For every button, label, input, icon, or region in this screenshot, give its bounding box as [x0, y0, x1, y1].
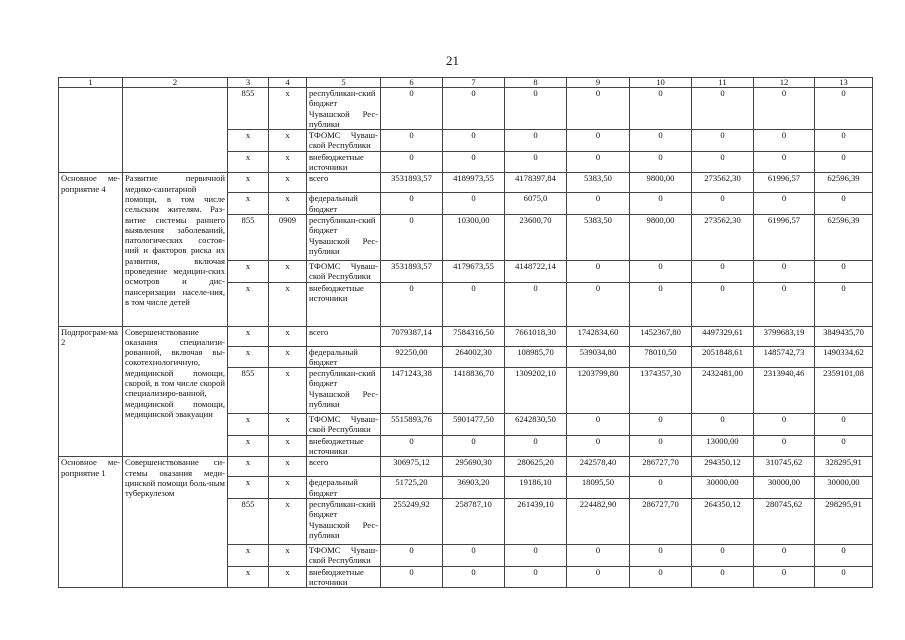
- year-amount: 5383,50: [567, 214, 630, 260]
- year-amount: 4148722,14: [505, 260, 567, 282]
- year-amount: 0: [754, 151, 815, 173]
- year-amount: 0: [567, 88, 630, 130]
- responsible-executor-code: х: [228, 566, 269, 588]
- section-code: х: [269, 457, 307, 477]
- year-amount: 1309202,10: [505, 368, 567, 414]
- responsible-executor-code: х: [228, 414, 269, 436]
- section-code: х: [269, 173, 307, 193]
- responsible-executor-code: х: [228, 346, 269, 368]
- table-row: [59, 88, 873, 130]
- year-amount: 0: [381, 214, 443, 260]
- year-amount: 0: [630, 544, 692, 566]
- year-amount: 13000,00: [692, 435, 754, 457]
- responsible-executor-code: х: [228, 193, 269, 215]
- year-amount: 0: [815, 414, 873, 436]
- year-amount: 0: [630, 260, 692, 282]
- year-amount: 0: [630, 193, 692, 215]
- section-code: х: [269, 368, 307, 414]
- year-amount: 3799683,19: [754, 326, 815, 346]
- year-amount: 30000,00: [692, 477, 754, 499]
- year-amount: 0: [754, 414, 815, 436]
- year-amount: 0: [630, 435, 692, 457]
- year-amount: 0: [692, 130, 754, 152]
- table-row: [59, 326, 873, 346]
- year-amount: 286727,70: [630, 457, 692, 477]
- responsible-executor-code: х: [228, 326, 269, 346]
- year-amount: 0: [567, 260, 630, 282]
- funding-source: ТФОМС Чуваш-ской Республики: [307, 414, 381, 436]
- year-amount: 3531893,57: [381, 173, 443, 193]
- column-header: 4: [269, 78, 307, 88]
- year-amount: 0: [505, 282, 567, 326]
- year-amount: 5383,50: [567, 173, 630, 193]
- responsible-executor-code: 855: [228, 88, 269, 130]
- year-amount: 0: [815, 130, 873, 152]
- year-amount: 0: [692, 414, 754, 436]
- column-header: 3: [228, 78, 269, 88]
- year-amount: 0: [815, 193, 873, 215]
- year-amount: 264002,30: [443, 346, 505, 368]
- responsible-executor-code: 855: [228, 214, 269, 260]
- year-amount: 0: [567, 544, 630, 566]
- year-amount: 7661018,30: [505, 326, 567, 346]
- year-amount: 2051848,61: [692, 346, 754, 368]
- year-amount: 0: [505, 151, 567, 173]
- year-amount: 0: [505, 130, 567, 152]
- year-amount: 36903,20: [443, 477, 505, 499]
- year-amount: 0: [692, 151, 754, 173]
- year-amount: 0: [443, 130, 505, 152]
- responsible-executor-code: х: [228, 173, 269, 193]
- year-amount: 7584316,50: [443, 326, 505, 346]
- page-number: 21: [446, 53, 459, 68]
- year-amount: 7079387,14: [381, 326, 443, 346]
- responsible-executor-code: 855: [228, 368, 269, 414]
- year-amount: 280625,20: [505, 457, 567, 477]
- year-amount: 0: [443, 435, 505, 457]
- year-amount: 18095,50: [567, 477, 630, 499]
- year-amount: 298295,91: [815, 498, 873, 544]
- year-amount: 0: [754, 566, 815, 588]
- funding-source: республикан-ский бюджет Чувашской Рес-публики: [307, 368, 381, 414]
- column-header: 5: [307, 78, 381, 88]
- year-amount: 0: [754, 260, 815, 282]
- year-amount: 5515893,76: [381, 414, 443, 436]
- year-amount: 1452367,80: [630, 326, 692, 346]
- year-amount: 0: [630, 477, 692, 499]
- table-row: [59, 173, 873, 193]
- responsible-executor-code: х: [228, 130, 269, 152]
- section-code: х: [269, 88, 307, 130]
- year-amount: 0: [443, 282, 505, 326]
- year-amount: 2313940,46: [754, 368, 815, 414]
- section-code: х: [269, 326, 307, 346]
- year-amount: 264350,12: [692, 498, 754, 544]
- year-amount: 0: [381, 566, 443, 588]
- funding-source: федеральный бюджет: [307, 477, 381, 499]
- table-body: [59, 88, 873, 588]
- section-code: х: [269, 193, 307, 215]
- year-amount: 0: [630, 130, 692, 152]
- column-header: 2: [123, 78, 228, 88]
- funding-source: внебюджетные источники: [307, 566, 381, 588]
- program-description-cell: Совершенствование оказания специализи-рованной, включая вы-сокотехнологичную, медицинской помощи, скорой, в том числе скорой специализиро-ванной, медицинской помощи, медицинской эвакуации: [123, 326, 228, 457]
- year-amount: 0: [381, 435, 443, 457]
- year-amount: 273562,30: [692, 214, 754, 260]
- year-amount: 19186,10: [505, 477, 567, 499]
- year-amount: 286727,70: [630, 498, 692, 544]
- year-amount: 0: [567, 193, 630, 215]
- funding-source: внебюджетные источники: [307, 151, 381, 173]
- year-amount: 310745,62: [754, 457, 815, 477]
- year-amount: 0: [381, 193, 443, 215]
- year-amount: 0: [692, 88, 754, 130]
- year-amount: 0: [443, 566, 505, 588]
- funding-source: ТФОМС Чуваш-ской Республики: [307, 544, 381, 566]
- responsible-executor-code: х: [228, 282, 269, 326]
- year-amount: 1203799,80: [567, 368, 630, 414]
- year-amount: 1418836,70: [443, 368, 505, 414]
- year-amount: 0: [815, 88, 873, 130]
- year-amount: 0: [381, 151, 443, 173]
- year-amount: 0: [630, 151, 692, 173]
- funding-source: федеральный бюджет: [307, 193, 381, 215]
- year-amount: 0: [443, 544, 505, 566]
- responsible-executor-code: х: [228, 457, 269, 477]
- responsible-executor-code: х: [228, 151, 269, 173]
- year-amount: 0: [815, 544, 873, 566]
- year-amount: 0: [443, 88, 505, 130]
- year-amount: 0: [567, 282, 630, 326]
- funding-source: ТФОМС Чуваш-ской Республики: [307, 130, 381, 152]
- table-row: [59, 457, 873, 477]
- year-amount: 306975,12: [381, 457, 443, 477]
- funding-source: всего: [307, 173, 381, 193]
- year-amount: 0: [630, 88, 692, 130]
- year-amount: 1742834,60: [567, 326, 630, 346]
- year-amount: 6075,0: [505, 193, 567, 215]
- year-amount: 0: [692, 193, 754, 215]
- year-amount: 261439,10: [505, 498, 567, 544]
- section-code: х: [269, 130, 307, 152]
- responsible-executor-code: 855: [228, 498, 269, 544]
- funding-source: всего: [307, 457, 381, 477]
- year-amount: 62596,39: [815, 173, 873, 193]
- funding-source: федеральный бюджет: [307, 346, 381, 368]
- year-amount: 0: [567, 566, 630, 588]
- year-amount: 0: [567, 151, 630, 173]
- year-amount: 273562,30: [692, 173, 754, 193]
- year-amount: 61996,57: [754, 173, 815, 193]
- section-code: х: [269, 544, 307, 566]
- responsible-executor-code: х: [228, 260, 269, 282]
- column-header: 6: [381, 78, 443, 88]
- year-amount: 6242830,50: [505, 414, 567, 436]
- year-amount: 539034,80: [567, 346, 630, 368]
- year-amount: 0: [381, 544, 443, 566]
- section-code: 0909: [269, 214, 307, 260]
- section-code: х: [269, 282, 307, 326]
- year-amount: 0: [381, 88, 443, 130]
- year-amount: 4179673,55: [443, 260, 505, 282]
- year-amount: 328295,91: [815, 457, 873, 477]
- year-amount: 0: [567, 130, 630, 152]
- year-amount: 23600,70: [505, 214, 567, 260]
- responsible-executor-code: х: [228, 477, 269, 499]
- column-header: 8: [505, 78, 567, 88]
- financing-table: [58, 77, 873, 588]
- year-amount: 61996,57: [754, 214, 815, 260]
- year-amount: 1485742,73: [754, 346, 815, 368]
- year-amount: 4497329,61: [692, 326, 754, 346]
- program-name-cell: Основное ме-роприятие 4: [59, 173, 123, 326]
- year-amount: 3849435,70: [815, 326, 873, 346]
- year-amount: 0: [754, 88, 815, 130]
- program-description-cell: Развитие первичной медико-санитарной помощи, в том числе сельским жителям. Раз-витие системы раннего выявления заболеваний, патологических состоя-ний и факторов риска их развития, включая проведение медицин-ских осмотров и дис-пансеризации населе-ния, в том числе детей: [123, 173, 228, 326]
- year-amount: 0: [815, 151, 873, 173]
- funding-source: республикан-ский бюджет Чувашской Рес-публики: [307, 498, 381, 544]
- funding-source: ТФОМС Чуваш-ской Республики: [307, 260, 381, 282]
- program-name-cell: Основное ме-роприятие 1: [59, 457, 123, 588]
- year-amount: 30000,00: [815, 477, 873, 499]
- year-amount: 0: [754, 130, 815, 152]
- year-amount: 3531893,57: [381, 260, 443, 282]
- section-code: х: [269, 566, 307, 588]
- program-name-cell: Подпрограм-ма 2: [59, 326, 123, 457]
- column-header: 13: [815, 78, 873, 88]
- year-amount: 108985,70: [505, 346, 567, 368]
- funding-source: всего: [307, 326, 381, 346]
- funding-source: республикан-ский бюджет Чувашской Рес-публики: [307, 214, 381, 260]
- year-amount: 0: [443, 151, 505, 173]
- section-code: х: [269, 151, 307, 173]
- responsible-executor-code: х: [228, 544, 269, 566]
- year-amount: 0: [692, 566, 754, 588]
- year-amount: 280745,62: [754, 498, 815, 544]
- year-amount: 0: [815, 566, 873, 588]
- section-code: х: [269, 477, 307, 499]
- section-code: х: [269, 260, 307, 282]
- column-header: 1: [59, 78, 123, 88]
- year-amount: 0: [505, 566, 567, 588]
- year-amount: 78010,50: [630, 346, 692, 368]
- year-amount: 294350,12: [692, 457, 754, 477]
- year-amount: 0: [630, 414, 692, 436]
- year-amount: 1490334,62: [815, 346, 873, 368]
- year-amount: 0: [381, 130, 443, 152]
- year-amount: 0: [381, 282, 443, 326]
- column-header: 9: [567, 78, 630, 88]
- year-amount: 4189973,55: [443, 173, 505, 193]
- year-amount: 0: [754, 544, 815, 566]
- section-code: х: [269, 435, 307, 457]
- year-amount: 0: [630, 282, 692, 326]
- year-amount: 1471243,38: [381, 368, 443, 414]
- column-header: 12: [754, 78, 815, 88]
- year-amount: 0: [505, 88, 567, 130]
- year-amount: 9800,00: [630, 173, 692, 193]
- year-amount: 0: [754, 435, 815, 457]
- column-header: 11: [692, 78, 754, 88]
- year-amount: 0: [567, 435, 630, 457]
- year-amount: 92250,00: [381, 346, 443, 368]
- year-amount: 0: [815, 435, 873, 457]
- year-amount: 10300,00: [443, 214, 505, 260]
- year-amount: 62596,39: [815, 214, 873, 260]
- funding-source: республикан-ский бюджет Чувашской Рес-публики: [307, 88, 381, 130]
- year-amount: 0: [505, 435, 567, 457]
- funding-source: внебюджетные источники: [307, 435, 381, 457]
- year-amount: 0: [692, 282, 754, 326]
- column-header: 10: [630, 78, 692, 88]
- year-amount: 0: [443, 193, 505, 215]
- year-amount: 242578,40: [567, 457, 630, 477]
- program-name-cell: [59, 88, 123, 173]
- section-code: х: [269, 414, 307, 436]
- year-amount: 4178397,84: [505, 173, 567, 193]
- column-number-row: [59, 78, 873, 88]
- funding-source: внебюджетные источники: [307, 282, 381, 326]
- year-amount: 0: [630, 566, 692, 588]
- year-amount: 2359101,08: [815, 368, 873, 414]
- year-amount: 0: [567, 414, 630, 436]
- year-amount: 255249,92: [381, 498, 443, 544]
- section-code: х: [269, 346, 307, 368]
- year-amount: 258787,10: [443, 498, 505, 544]
- year-amount: 0: [505, 544, 567, 566]
- year-amount: 295690,30: [443, 457, 505, 477]
- column-header: 7: [443, 78, 505, 88]
- year-amount: 0: [815, 260, 873, 282]
- year-amount: 0: [692, 260, 754, 282]
- year-amount: 1374357,30: [630, 368, 692, 414]
- section-code: х: [269, 498, 307, 544]
- program-description-cell: [123, 88, 228, 173]
- year-amount: 5901477,50: [443, 414, 505, 436]
- year-amount: 51725,20: [381, 477, 443, 499]
- year-amount: 0: [692, 544, 754, 566]
- year-amount: 0: [754, 193, 815, 215]
- year-amount: 30000,00: [754, 477, 815, 499]
- year-amount: 2432481,00: [692, 368, 754, 414]
- year-amount: 0: [754, 282, 815, 326]
- program-description-cell: Совершенствование си-стемы оказания меди-цинской помощи боль-ным туберкулезом: [123, 457, 228, 588]
- year-amount: 0: [815, 282, 873, 326]
- responsible-executor-code: х: [228, 435, 269, 457]
- year-amount: 9800,00: [630, 214, 692, 260]
- year-amount: 224482,90: [567, 498, 630, 544]
